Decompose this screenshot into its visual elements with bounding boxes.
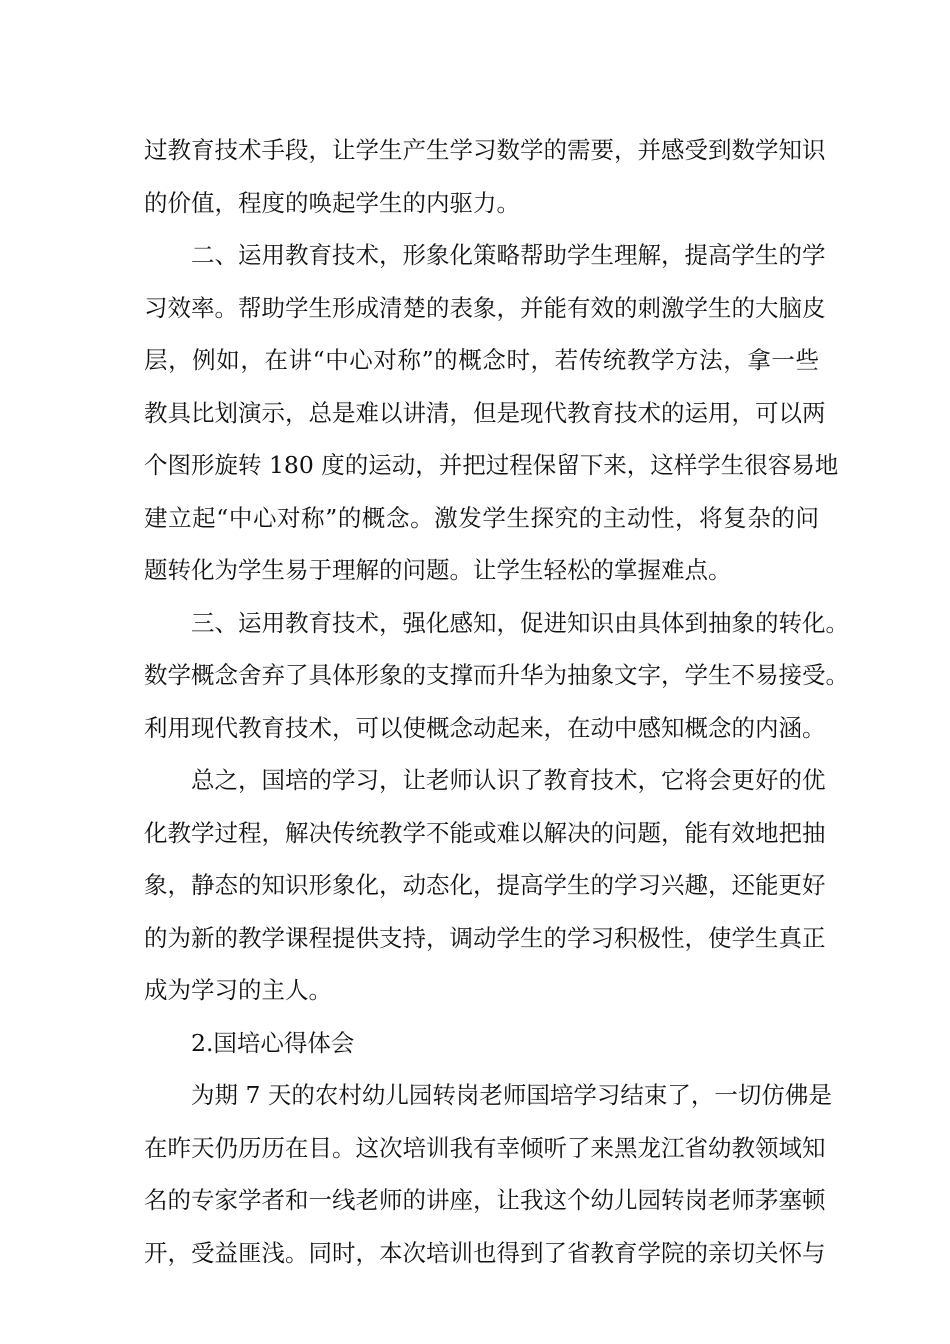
paragraph-start-line: 总之，国培的学习，让老师认识了教育技术，它将会更好的优 (191, 766, 826, 794)
paragraph-start-line: 三、运用教育技术，强化感知，促进知识由具体到抽象的转化。 (191, 608, 849, 637)
text-line: 名的专家学者和一线老师的讲座，让我这个幼儿园转岗老师茅塞顿 (144, 1186, 826, 1214)
paragraph-start-line: 二、运用教育技术，形象化策略帮助学生理解，提高学生的学 (191, 241, 826, 269)
text-line: 成为学习的主人。 (144, 976, 332, 1004)
document-body (144, 124, 849, 1279)
text-line: 题转化为学生易于理解的问题。让学生轻松的掌握难点。 (144, 556, 732, 584)
text-line: 习效率。帮助学生形成清楚的表象，并能有效的刺激学生的大脑皮 (144, 293, 826, 322)
text-line: 建立起“中心对称”的概念。激发学生探究的主动性，将复杂的问 (144, 503, 819, 532)
text-line: 在昨天仍历历在目。这次培训我有幸倾听了来黑龙江省幼教领域知 (144, 1133, 826, 1162)
text-line: 的为新的教学课程提供支持，调动学生的学习积极性，使学生真正 (144, 923, 826, 952)
text-line: 开，受益匪浅。同时，本次培训也得到了省教育学院的亲切关怀与 (144, 1238, 826, 1267)
text-line: 数学概念舍弃了具体形象的支撑而升华为抽象文字，学生不易接受。 (144, 661, 849, 689)
text-line: 象，静态的知识形象化，动态化，提高学生的学习兴趣，还能更好 (144, 871, 826, 899)
text-line: 教具比划演示，总是难以讲清，但是现代教育技术的运用，可以两 (144, 398, 826, 427)
text-line: 层，例如，在讲“中心对称”的概念时，若传统教学方法，拿一些 (144, 346, 819, 374)
text-line: 个图形旋转 180 度的运动，并把过程保留下来，这样学生很容易地 (144, 451, 839, 479)
text-line: 化教学过程，解决传统教学不能或难以解决的问题，能有效地把抽 (144, 818, 826, 847)
section-heading: 2.国培心得体会 (191, 1028, 355, 1057)
text-line: 过教育技术手段，让学生产生学习数学的需要，并感受到数学知识 (144, 136, 826, 164)
text-line: 利用现代教育技术，可以使概念动起来，在动中感知概念的内涵。 (144, 713, 826, 742)
paragraph-start-line: 为期 7 天的农村幼儿园转岗老师国培学习结束了，一切仿佛是 (191, 1081, 832, 1109)
text-line: 的价值，程度的唤起学生的内驱力。 (144, 188, 520, 217)
